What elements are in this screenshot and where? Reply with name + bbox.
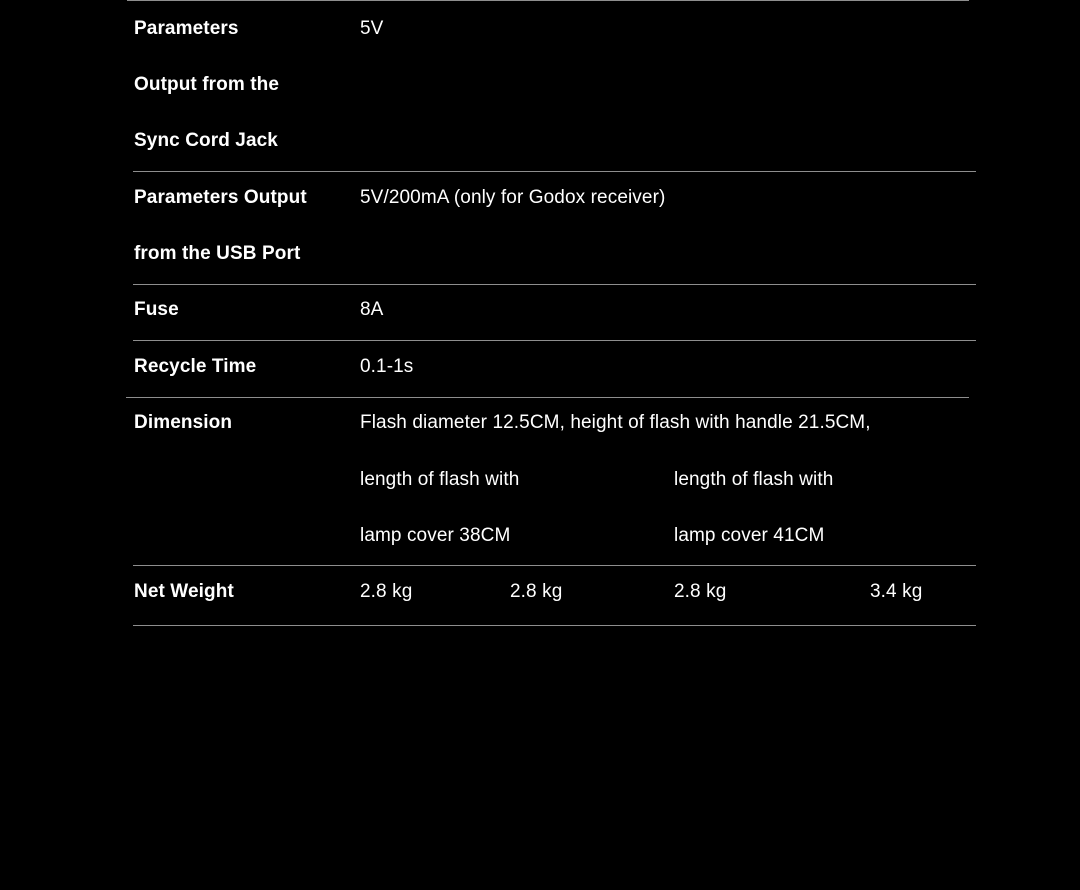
row-value: 8A: [360, 299, 384, 320]
table-divider: [133, 565, 976, 566]
row-label-line: Output from the: [134, 74, 280, 95]
table-divider-top: [127, 0, 969, 1]
table-divider: [133, 171, 976, 172]
row-label: Fuse: [134, 299, 179, 320]
row-label-line: Parameters Output: [134, 187, 307, 208]
row-label-line: Parameters: [134, 18, 239, 39]
row-value-col-b: length of flash with: [674, 469, 834, 490]
row-label: Net Weight: [134, 581, 234, 602]
row-value-line: Flash diameter 12.5CM, height of flash with handle 21.5CM,: [360, 412, 871, 433]
row-label-line: from the USB Port: [134, 243, 301, 264]
row-value-cell: 2.8 kg: [510, 581, 563, 602]
row-value-col-a: lamp cover 38CM: [360, 525, 511, 546]
row-value-cell: 3.4 kg: [870, 581, 923, 602]
row-label: Dimension: [134, 412, 233, 433]
table-divider: [133, 340, 976, 341]
row-value-col-a: length of flash with: [360, 469, 520, 490]
row-value: 5V/200mA (only for Godox receiver): [360, 187, 666, 208]
row-value-cell: 2.8 kg: [674, 581, 727, 602]
table-divider: [133, 284, 976, 285]
row-value: 0.1-1s: [360, 356, 414, 377]
row-value-cell: 2.8 kg: [360, 581, 413, 602]
row-label: Recycle Time: [134, 356, 257, 377]
table-divider: [126, 397, 969, 398]
row-label-line: Sync Cord Jack: [134, 130, 278, 151]
row-value: 5V: [360, 18, 384, 39]
table-divider-bottom: [133, 625, 976, 626]
row-value-col-b: lamp cover 41CM: [674, 525, 825, 546]
